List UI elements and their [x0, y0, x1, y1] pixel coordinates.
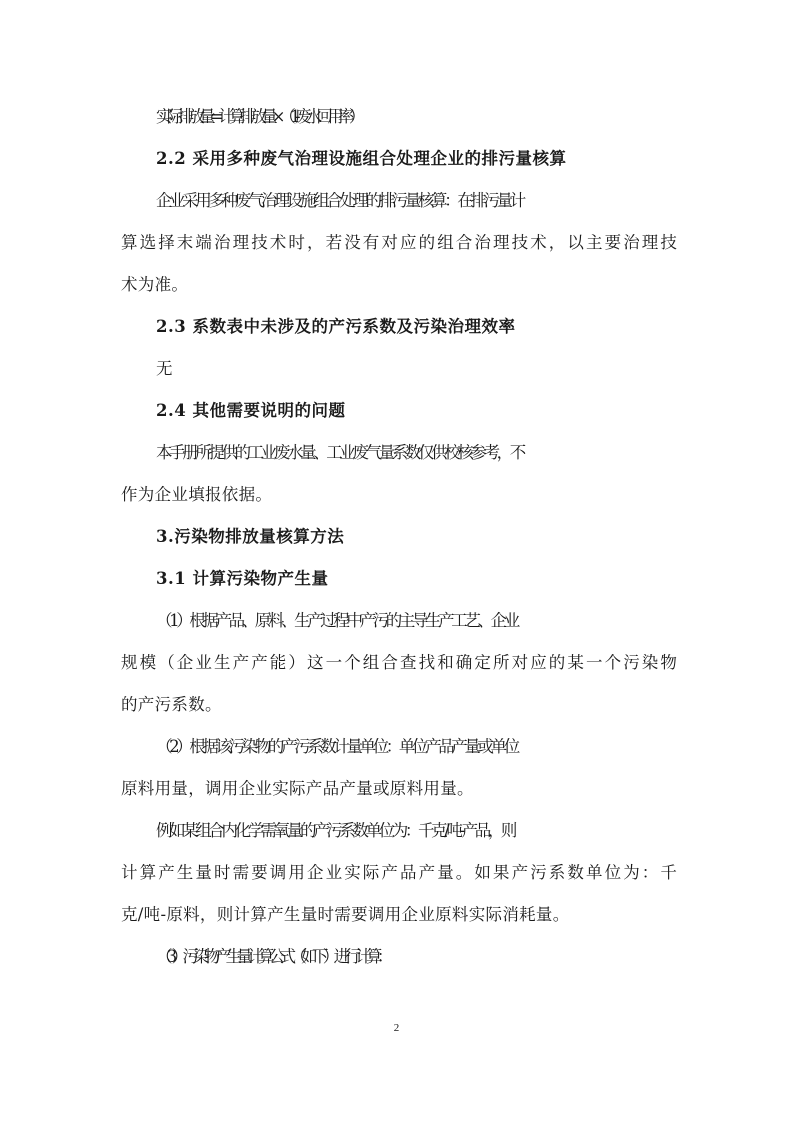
- paragraph-line: （1）根据产品、原料、生产过程中产污的主导生产工艺、企业: [156, 611, 517, 630]
- section-heading-2-3: 2.3 系数表中未涉及的产污系数及污染治理效率: [156, 317, 516, 336]
- paragraph-line: 企业采用多种废气治理设施组合处理的排污量核算：在排污量计: [156, 191, 523, 210]
- paragraph-line: 原料用量，调用企业实际产品产量或原料用量。: [121, 779, 474, 798]
- paragraph-line: 的产污系数。: [121, 695, 222, 714]
- page-number: 2: [393, 1022, 400, 1034]
- section-heading-3: 3.污染物排放量核算方法: [156, 527, 345, 546]
- formula-line: 实际排放量=计算排放量 × （1-废水回用率）: [156, 107, 360, 126]
- paragraph-line: 无: [156, 359, 167, 378]
- section-heading-2-2: 2.2 采用多种废气治理设施组合处理企业的排污量核算: [156, 149, 567, 168]
- section-heading-2-4: 2.4 其他需要说明的问题: [156, 401, 346, 420]
- paragraph-line: （3）污染物产生量计算公式（如下）进行计算：: [156, 947, 388, 966]
- paragraph-line: 本手册所提供的工业废水量、工业废气量系数仅供校核参考，不: [156, 443, 523, 462]
- section-heading-3-1: 3.1 计算污染物产生量: [156, 569, 329, 588]
- paragraph-line: 克/吨-原料，则计算产生量时需要调用企业原料实际消耗量。: [121, 905, 570, 924]
- paragraph-line: 术为准。: [121, 275, 189, 294]
- paragraph-line: 作为企业填报依据。: [121, 485, 273, 504]
- paragraph-line: （2）根据该污染物的产污系数计量单位：单位产品产量或单位: [156, 737, 517, 756]
- paragraph-line: 算选择末端治理技术时，若没有对应的组合治理技术，以主要治理技: [121, 233, 679, 252]
- paragraph-line: 规模（企业生产产能）这一个组合查找和确定所对应的某一个污染物: [121, 653, 679, 672]
- paragraph-line: 例如某组合内化学需氧量的产污系数单位为：千克/吨-产品，则: [156, 821, 515, 840]
- paragraph-line: 计算产生量时需要调用企业实际产品产量。如果产污系数单位为：千: [121, 863, 679, 882]
